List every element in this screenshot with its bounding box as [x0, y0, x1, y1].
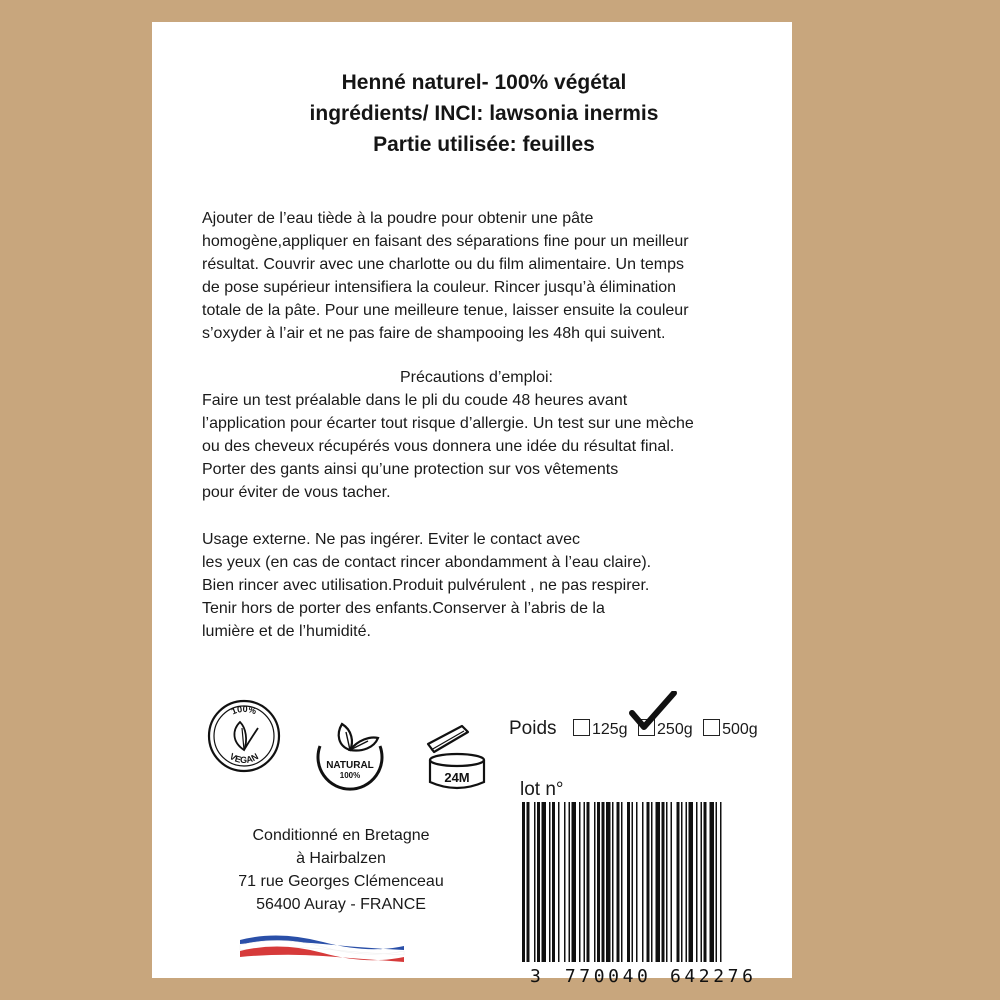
instructions-line: résultat. Couvrir avec une charlotte ou du film alimentaire. Un temps [202, 256, 684, 273]
barcode-bar [696, 802, 698, 962]
barcode-bar [671, 802, 673, 962]
precautions-heading: Précautions d’emploi: [400, 369, 553, 386]
weight-option-label: 500g [722, 721, 758, 738]
barcode-bar [662, 802, 665, 962]
natural-badge-icon [308, 716, 392, 796]
barcode-bar [636, 802, 638, 962]
barcode-bar [704, 802, 707, 962]
instructions-line: de pose supérieur intensifiera la couleur. Rincer jusqu’à élimination [202, 279, 677, 296]
barcode-bar [677, 802, 680, 962]
instructions-paragraph [202, 207, 689, 345]
barcode-bar [522, 802, 525, 962]
packaging-address [196, 824, 486, 916]
barcode-right-group: 642276 [669, 966, 757, 987]
lot-number-label: lot n° [520, 779, 564, 800]
checkbox-125g[interactable] [573, 719, 590, 736]
vegan-badge-bottom-text: VEGAN [227, 751, 261, 766]
barcode-bar [527, 802, 530, 962]
barcode-bar [627, 802, 630, 962]
barcode-bar [558, 802, 560, 962]
weight-option-125g[interactable] [573, 719, 628, 739]
usage-line: Usage externe. Ne pas ingérer. Eviter le contact avec [202, 531, 580, 548]
barcode-bar [542, 802, 547, 962]
barcode-bar [549, 802, 551, 962]
weight-option-label: 125g [591, 721, 628, 738]
barcode-bar [666, 802, 668, 962]
barcode-bar [621, 802, 623, 962]
barcode-bar [617, 802, 620, 962]
instructions-line: Ajouter de l’eau tiède à la poudre pour obtenir une pâte [202, 210, 594, 227]
barcode-left-group: 770040 [564, 966, 652, 987]
barcode-number [530, 966, 757, 987]
address-line: 71 rue Georges Clémenceau [238, 873, 444, 890]
barcode-bar [606, 802, 611, 962]
pao-label: 24M [444, 770, 470, 785]
barcode-bar [572, 802, 577, 962]
usage-line: Bien rincer avec utilisation.Produit pulvérulent , ne pas respirer. [202, 577, 650, 594]
barcode-bar [642, 802, 644, 962]
barcode-bar [537, 802, 540, 962]
weight-selector [509, 718, 764, 740]
barcode-bar [597, 802, 600, 962]
usage-line: les yeux (en cas de contact rincer abondamment à l’eau claire). [202, 554, 652, 571]
weight-option-250g[interactable] [638, 719, 693, 739]
product-title [152, 67, 816, 160]
weight-option-label: 250g [657, 721, 693, 738]
barcode-first-digit: 3 [530, 966, 545, 987]
barcode-bar [564, 802, 566, 962]
precautions-paragraph [202, 366, 694, 504]
barcode-bar [534, 802, 536, 962]
barcode-bar [632, 802, 634, 962]
checkmark-icon [628, 691, 678, 735]
usage-paragraph [202, 528, 651, 643]
precautions-line: Porter des gants ainsi qu’une protection sur vos vêtements [202, 461, 619, 478]
instructions-line: totale de la pâte. Pour une meilleure tenue, laisser ensuite la couleur [202, 302, 689, 319]
precautions-line: pour éviter de vous tacher. [202, 484, 391, 501]
title-line-1: Henné naturel- 100% végétal [341, 71, 627, 94]
title-line-2: ingrédients/ INCI: lawsonia inermis [309, 102, 659, 125]
address-line: Conditionné en Bretagne [252, 827, 430, 844]
barcode-bar [647, 802, 650, 962]
open-jar-icon [422, 722, 492, 794]
barcode-bar [602, 802, 605, 962]
barcode-bar [594, 802, 596, 962]
barcode-bar [686, 802, 688, 962]
barcode-bar [701, 802, 703, 962]
barcode-bar [689, 802, 694, 962]
precautions-line: ou des cheveux récupérés vous donnera une idée du résultat final. [202, 438, 675, 455]
precautions-line: l’application pour écarter tout risque d’allergie. Un test sur une mèche [202, 415, 694, 432]
barcode-bar [710, 802, 715, 962]
usage-line: Tenir hors de porter des enfants.Conserver à l’abris de la [202, 600, 605, 617]
french-flag-ribbon-icon [238, 932, 408, 968]
vegan-badge-icon [206, 698, 282, 774]
checkbox-500g[interactable] [703, 719, 720, 736]
natural-badge-text-2: 100% [339, 771, 361, 780]
instructions-line: homogène,appliquer en faisant des séparations fine pour un meilleur [202, 233, 689, 250]
barcode-bar [552, 802, 555, 962]
barcode-icon [522, 802, 768, 970]
barcode-bar [720, 802, 722, 962]
barcode-bar [656, 802, 661, 962]
usage-line: lumière et de l’humidité. [202, 623, 371, 640]
barcode-bar [584, 802, 586, 962]
barcode-bar [681, 802, 683, 962]
vegan-badge-top-text: 100% [229, 703, 258, 717]
address-line: à Hairbalzen [296, 850, 386, 867]
barcode-bar [651, 802, 653, 962]
barcode-bar [716, 802, 718, 962]
product-label [152, 22, 792, 987]
natural-badge-text-1: NATURAL [326, 760, 374, 771]
barcode-bar [569, 802, 571, 962]
barcode-bar [612, 802, 614, 962]
title-line-3: Partie utilisée: feuilles [373, 133, 595, 156]
barcode-bar [579, 802, 581, 962]
instructions-line: s’oxyder à l’air et ne pas faire de shampooing les 48h qui suivent. [202, 325, 666, 342]
address-line: 56400 Auray - FRANCE [256, 896, 426, 913]
precautions-line: Faire un test préalable dans le pli du coude 48 heures avant [202, 392, 628, 409]
weight-option-500g[interactable] [703, 719, 758, 739]
weight-label: Poids [509, 718, 557, 739]
barcode-bar [587, 802, 590, 962]
